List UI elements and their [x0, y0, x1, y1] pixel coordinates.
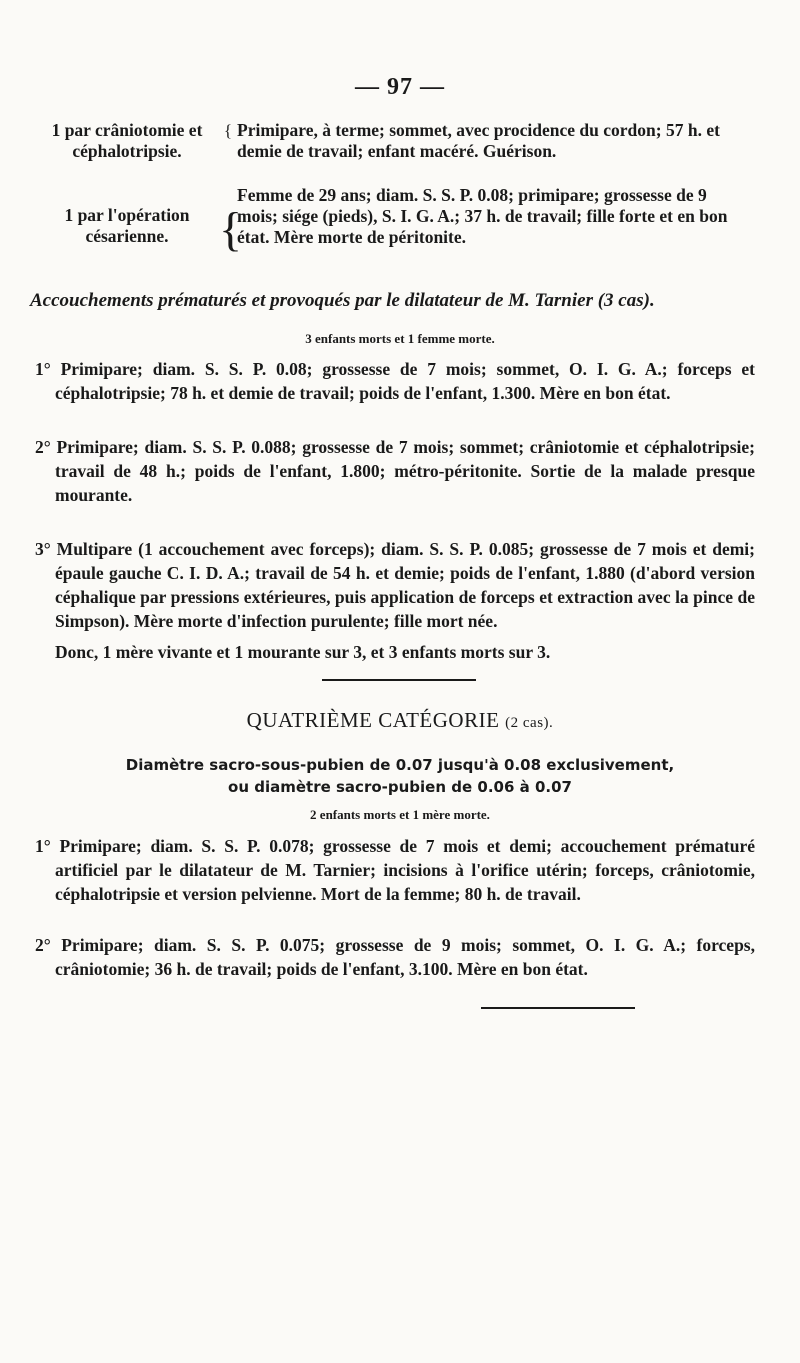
- brace: {: [219, 203, 243, 256]
- outcome-label: 1 par l'opération césarienne.: [64, 205, 190, 246]
- category-count: (2 cas).: [505, 715, 554, 731]
- conclusion: Donc, 1 mère vivante et 1 mourante sur 3, et 3 enfants morts sur 3.: [55, 642, 551, 662]
- outcome-description: Primipare, à terme; sommet, avec procidence du cordon; 57 h. et demie de travail; enfant macéré. Guérison.: [237, 120, 720, 161]
- outcome-label: 1 par crâniotomie et céphalotripsie.: [51, 120, 203, 161]
- brace: {: [223, 121, 233, 140]
- outcome-description: Femme de 29 ans; diam. S. S. P. 0.08; primipare; grossesse de 9 mois; siége (pieds), S. I. G. A.; 37 h. de travail; fille forte et en bon état. Mère morte de péritonite.: [237, 185, 728, 247]
- category-title-text: QUATRIÈME CATÉGORIE: [246, 708, 500, 732]
- category-summary: 2 enfants morts et 1 mère morte.: [310, 807, 490, 822]
- case-paragraph: 1° Primipare; diam. S. S. P. 0.078; grossesse de 7 mois et demi; accouchement prématuré artificiel par le dilatateur de M. Tarnier; incisions à l'orifice utérin; forceps, crâniotomie, céphalotripsie et version pelvienne. Mort de la femme; 80 h. de travail.: [35, 836, 755, 904]
- page-number: — 97 —: [355, 74, 445, 100]
- section-summary: 3 enfants morts et 1 femme morte.: [305, 331, 495, 346]
- case-paragraph: 2° Primipare; diam. S. S. P. 0.088; grossesse de 7 mois; sommet; crâniotomie et céphalotripsie; travail de 48 h.; poids de l'enfant, 1.800; métro-péritonite. Sortie de la malade presque mourante.: [35, 437, 755, 505]
- section-divider: [322, 679, 476, 681]
- case-paragraph: 3° Multipare (1 accouchement avec forceps); diam. S. S. P. 0.085; grossesse de 7 mois et demi; épaule gauche C. I. D. A.; travail de 54 h. et demie; poids de l'enfant, 1.880 (d'abord version céphalique par pressions extérieures, puis application de forceps et extraction avec la pince de Simpson). Mère morte d'infection purulente; fille mort née.: [35, 539, 755, 631]
- category-subtitle-1: Diamètre sacro-sous-pubien de 0.07 jusqu'à 0.08 exclusivement,: [125, 756, 675, 774]
- category-subtitle-2: ou diamètre sacro-pubien de 0.06 à 0.07: [228, 778, 572, 796]
- case-paragraph: 1° Primipare; diam. S. S. P. 0.08; grossesse de 7 mois; sommet, O. I. G. A.; forceps et céphalotripsie; 78 h. et demie de travail; poids de l'enfant, 1.300. Mère en bon état.: [35, 359, 755, 403]
- outcome-table-row-1: [35, 120, 735, 162]
- case-paragraph: 2° Primipare; diam. S. S. P. 0.075; grossesse de 9 mois; sommet, O. I. G. A.; forceps, crâniotomie; 36 h. de travail; poids de l'enfant, 3.100. Mère en bon état.: [35, 935, 755, 979]
- section-heading: Accouchements prématurés et provoqués par le dilatateur de M. Tarnier (3 cas).: [30, 290, 655, 311]
- category-title: [0, 708, 800, 733]
- closing-divider: [481, 1007, 635, 1009]
- outcome-table-row-2: [35, 185, 735, 275]
